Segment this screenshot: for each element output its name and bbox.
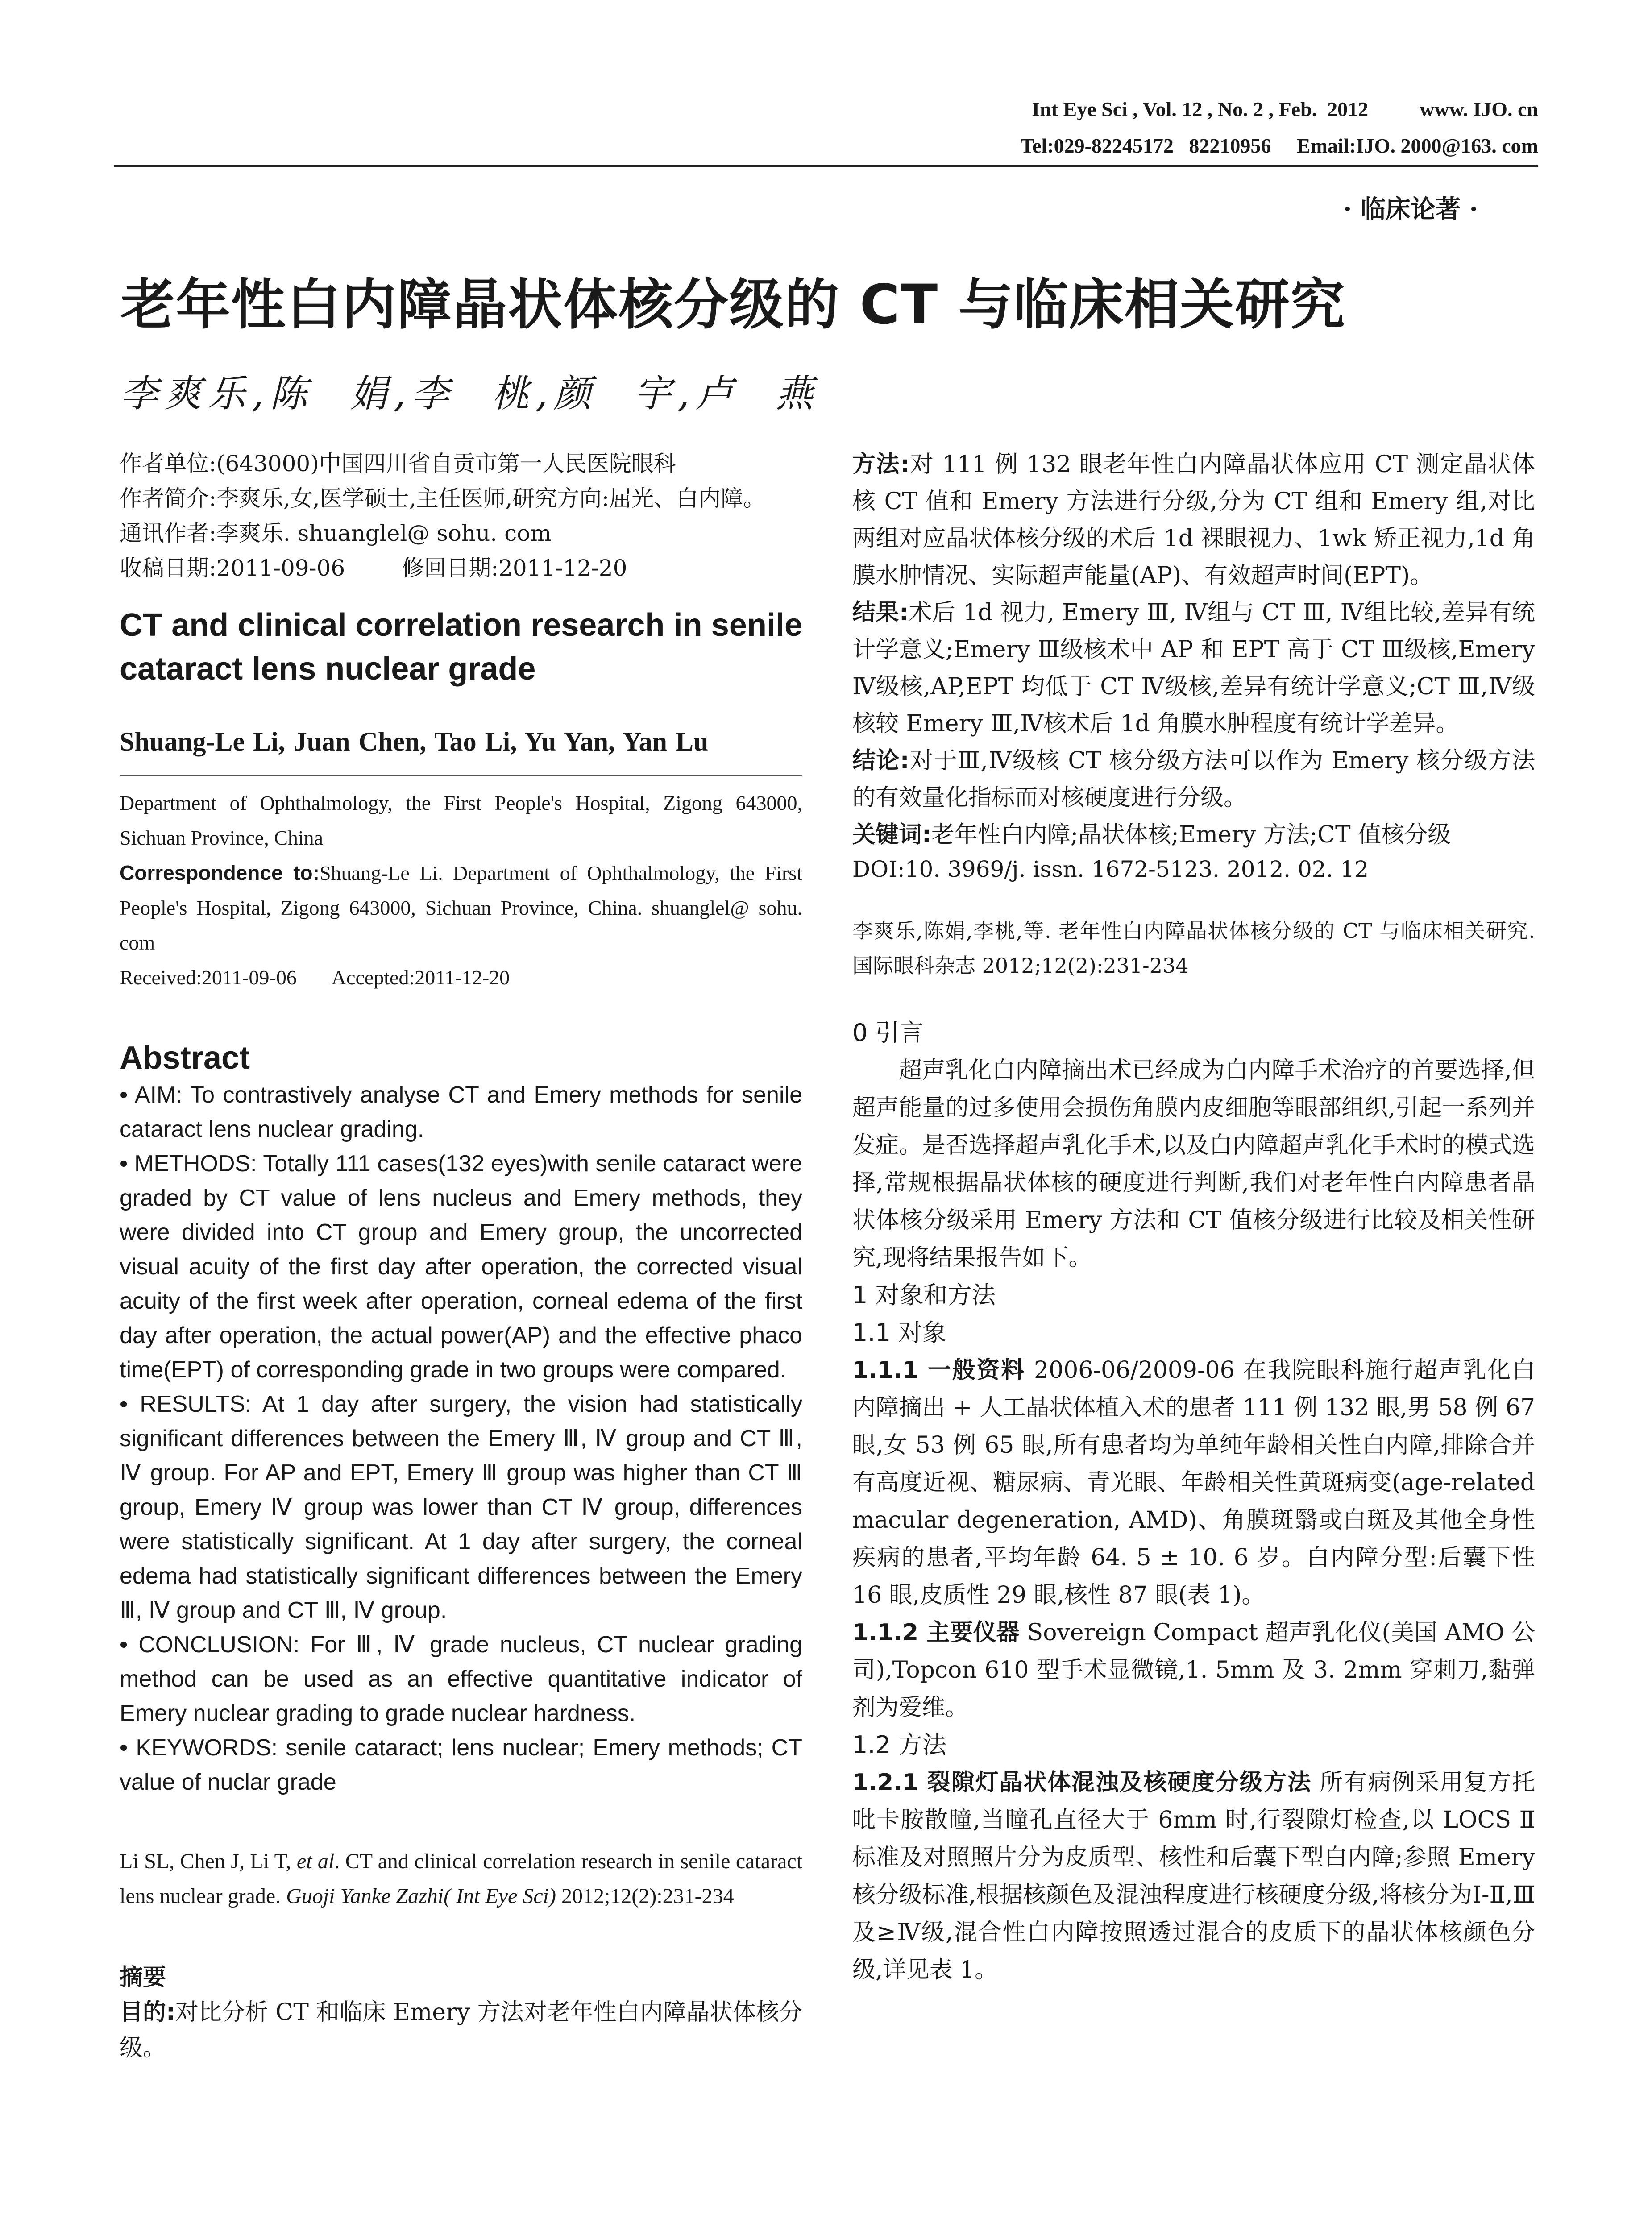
abstract-heading: Abstract — [120, 1040, 250, 1076]
journal-issue: Int Eye Sci , Vol. 12 , No. 2 , Feb. 2012 — [1032, 98, 1369, 120]
section-1-heading: 1 对象和方法 — [852, 1281, 996, 1309]
citation-journal: Guoji Yanke Zazhi( Int Eye Sci) — [286, 1884, 556, 1908]
journal-header-line1 — [1032, 97, 1538, 121]
section-1-2-1 — [852, 1764, 1535, 1989]
citation-authors: Li SL, Chen J, Li T, — [120, 1849, 297, 1873]
methods-text-cn: 对 111 例 132 眼老年性白内障晶状体应用 CT 测定晶状体核 CT 值和 Emery 方法进行分级,分为 CT 组和 Emery 组,对比两组对应晶状体核分级的术后 1d 裸眼视力、1wk 矫正视力,1d 角膜水肿情况、实际超声能量(AP)、有效超声时间(EPT)。 — [852, 451, 1536, 589]
keywords-label-cn: 关键词: — [852, 821, 931, 848]
received-accepted-en: Received:2011-09-06 Accepted:2011-12-20 — [120, 966, 510, 989]
section-1-1-1-text: 2006-06/2009-06 在我院眼科施行超声乳化白内障摘出 + 人工晶状体植入术的患者 111 例 132 眼,男 58 例 67 眼,女 53 例 65 眼,所有患者均为单纯年龄相关性白内障,排除合并有高度近视、糖尿病、青光眼、年龄相关性黄斑病变(age-related macular degeneration, AMD)、角膜斑翳或白斑及其他全身性疾病的患者,平均年龄 64. 5 ± 10. 6 岁。白内障分型:后囊下性 16 眼,皮质性 29 眼,核性 87 眼(表 1)。 — [852, 1357, 1535, 1609]
section-1-1-1 — [852, 1352, 1535, 1614]
left-column — [120, 446, 802, 2066]
divider — [120, 775, 802, 776]
dates-cn: 收稿日期:2011-09-06 修回日期:2011-12-20 — [120, 555, 627, 581]
section-1-2-1-text: 所有病例采用复方托吡卡胺散瞳,当瞳孔直径大于 6mm 时,行裂隙灯检查,以 LOCS Ⅱ 标准及对照照片分为皮质型、核性和后囊下型白内障;参照 Emery 核分级标准,根据核颜色及混浊程度进行核硬度分级,将核分为Ⅰ-Ⅱ,Ⅲ及≥Ⅳ级,混合性白内障按照透过混合的皮质下的晶状体核颜色分级,详见表 1。 — [852, 1769, 1535, 1983]
abstract-conclusion: • CONCLUSION: For Ⅲ, Ⅳ grade nucleus, CT nuclear grading method can be used as an effective quantitative indicator of Emery nuclear grading to grade nuclear hardness. — [120, 1632, 802, 1726]
author-bio-cn: 作者简介:李爽乐,女,医学硕士,主任医师,研究方向:屈光、白内障。 — [120, 485, 766, 511]
correspondence-en — [120, 855, 802, 960]
abstract-cn-aim — [120, 1995, 802, 2066]
abstract-results: • RESULTS: At 1 day after surgery, the vision had statistically significant differences between the Emery Ⅲ, Ⅳ group and CT Ⅲ, Ⅳ group. For AP and EPT, Emery Ⅲ group was higher than CT Ⅲ group, Emery Ⅳ group was lower than CT Ⅳ group, differences were statistically significant. At 1 day after surgery, the corneal edema had statistically significant differences between the Emery Ⅲ, Ⅳ group and CT Ⅲ, Ⅳ group. — [120, 1391, 802, 1623]
section-1-1-2 — [852, 1614, 1535, 1726]
abstract-en — [120, 1078, 802, 1800]
methods-cn — [852, 446, 1535, 594]
department-en: Department of Ophthalmology, the First People's Hospital, Zigong 643000, Sichuan Province, China — [120, 792, 802, 849]
results-text-cn: 术后 1d 视力, Emery Ⅲ, Ⅳ组与 CT Ⅲ, Ⅳ组比较,差异有统计学意义;Emery Ⅲ级核术中 AP 和 EPT 高于 CT Ⅲ级核,Emery Ⅳ级核,AP,EPT 均低于 CT Ⅳ级核,差异有统计学意义;CT Ⅲ,Ⅳ级核较 Emery Ⅲ,Ⅳ核术后 1d 角膜水肿程度有统计学差异。 — [852, 599, 1535, 737]
section-1-1-2-label: 1.1.2 主要仪器 — [852, 1619, 1020, 1646]
intro-paragraph: 超声乳化白内障摘出术已经成为白内障手术治疗的首要选择,但超声能量的过多使用会损伤角膜内皮细胞等眼部组织,引起一系列并发症。是否选择超声乳化手术,以及白内障超声乳化手术时的模式选择,常规根据晶状体核的硬度进行判断,我们对老年性白内障患者晶状体核分级采用 Emery 方法和 CT 值核分级进行比较及相关性研究,现将结果报告如下。 — [852, 1057, 1535, 1271]
citation-cn: 李爽乐,陈娟,李桃,等. 老年性白内障晶状体核分级的 CT 与临床相关研究. 国际眼科杂志 2012;12(2):231-234 — [852, 919, 1535, 978]
author-affiliation-cn: 作者单位:(643000)中国四川省自贡市第一人民医院眼科 — [120, 451, 676, 477]
results-label-cn: 结果: — [852, 599, 909, 626]
section-1-1-2-text: Sovereign Compact 超声乳化仪(美国 AMO 公司),Topcon 610 型手术显微镜,1. 5mm 及 3. 2mm 穿刺刀,黏弹剂为爱维。 — [852, 1619, 1535, 1721]
abstract-cn-body — [852, 446, 1535, 854]
keywords-text-cn: 老年性白内障;晶状体核;Emery 方法;CT 值核分级 — [931, 821, 1451, 848]
section-tag: · 临床论著 · — [1343, 195, 1478, 224]
results-cn — [852, 594, 1535, 742]
abstract-aim: • AIM: To contrastively analyse CT and Emery methods for senile cataract lens nuclear grading. — [120, 1082, 802, 1142]
conclusion-text-cn: 对于Ⅲ,Ⅳ级核 CT 核分级方法可以作为 Emery 核分级方法的有效量化指标而对核硬度进行分级。 — [852, 747, 1535, 811]
section-1-2-1-label: 1.2.1 裂隙灯晶状体混浊及核硬度分级方法 — [852, 1769, 1312, 1796]
right-column — [852, 446, 1535, 1989]
journal-website: www. IJO. cn — [1420, 98, 1538, 120]
header-rule — [114, 165, 1538, 167]
author-info — [120, 446, 802, 585]
aim-text-cn: 对比分析 CT 和临床 Emery 方法对老年性白内障晶状体核分级。 — [120, 1999, 802, 2061]
affiliation-en — [120, 786, 802, 995]
conclusion-cn — [852, 742, 1535, 817]
citation-en — [120, 1844, 802, 1914]
doi: DOI:10. 3969/j. issn. 1672-5123. 2012. 02. 12 — [852, 856, 1369, 882]
section-0-heading: 0 引言 — [852, 1019, 924, 1047]
article-title-cn: 老年性白内障晶状体核分级的 CT 与临床相关研究 — [120, 273, 1346, 336]
aim-label-cn: 目的: — [120, 1999, 175, 2026]
body-text — [852, 1014, 1535, 1989]
methods-label-cn: 方法: — [852, 451, 910, 478]
citation-volume: 2012;12(2):231-234 — [556, 1884, 734, 1908]
abstract-keywords: • KEYWORDS: senile cataract; lens nuclear; Emery methods; CT value of nuclar grade — [120, 1735, 802, 1795]
correspondence-text: Shuang-Le Li. Department of Ophthalmology, the First People's Hospital, Zigong 643000, Sichuan Province, China. shuanglel@ sohu. com — [120, 862, 802, 954]
authors-cn: 李爽乐,陈 娟,李 桃,颜 宇,卢 燕 — [120, 372, 820, 415]
section-0-body — [852, 1052, 1535, 1277]
corresponding-author-cn: 通讯作者:李爽乐. shuanglel@ sohu. com — [120, 520, 552, 546]
citation-etal: et al — [296, 1849, 335, 1873]
citation-title: . CT and clinical correlation research in senile cataract lens nuclear grade. — [120, 1849, 803, 1908]
abstract-cn-heading: 摘要 — [120, 1964, 166, 1991]
abstract-methods: • METHODS: Totally 111 cases(132 eyes)with senile cataract were graded by CT value of lens nucleus and Emery methods, they were divided into CT group and Emery group, the uncorrected visual acuity of the first day after operation, the corrected visual acuity of the first week after operation, corneal edema of the first day after operation, the actual power(AP) and the effective phaco time(EPT) of corresponding grade in two groups were compared. — [120, 1151, 802, 1383]
keywords-cn — [852, 817, 1535, 854]
conclusion-label-cn: 结论: — [852, 747, 909, 774]
journal-contact: Tel:029-82245172 82210956 Email:IJO. 2000@163. com — [1020, 134, 1538, 157]
section-1-1-1-label: 1.1.1 一般资料 — [852, 1357, 1025, 1384]
article-title-en: CT and clinical correlation research in senile cataract lens nuclear grade — [120, 607, 802, 687]
correspondence-label: Correspondence to: — [120, 861, 320, 884]
section-1-1-heading: 1.1 对象 — [852, 1319, 947, 1347]
section-1-2-heading: 1.2 方法 — [852, 1731, 947, 1759]
authors-en: Shuang-Le Li, Juan Chen, Tao Li, Yu Yan, Yan Lu — [120, 727, 709, 756]
